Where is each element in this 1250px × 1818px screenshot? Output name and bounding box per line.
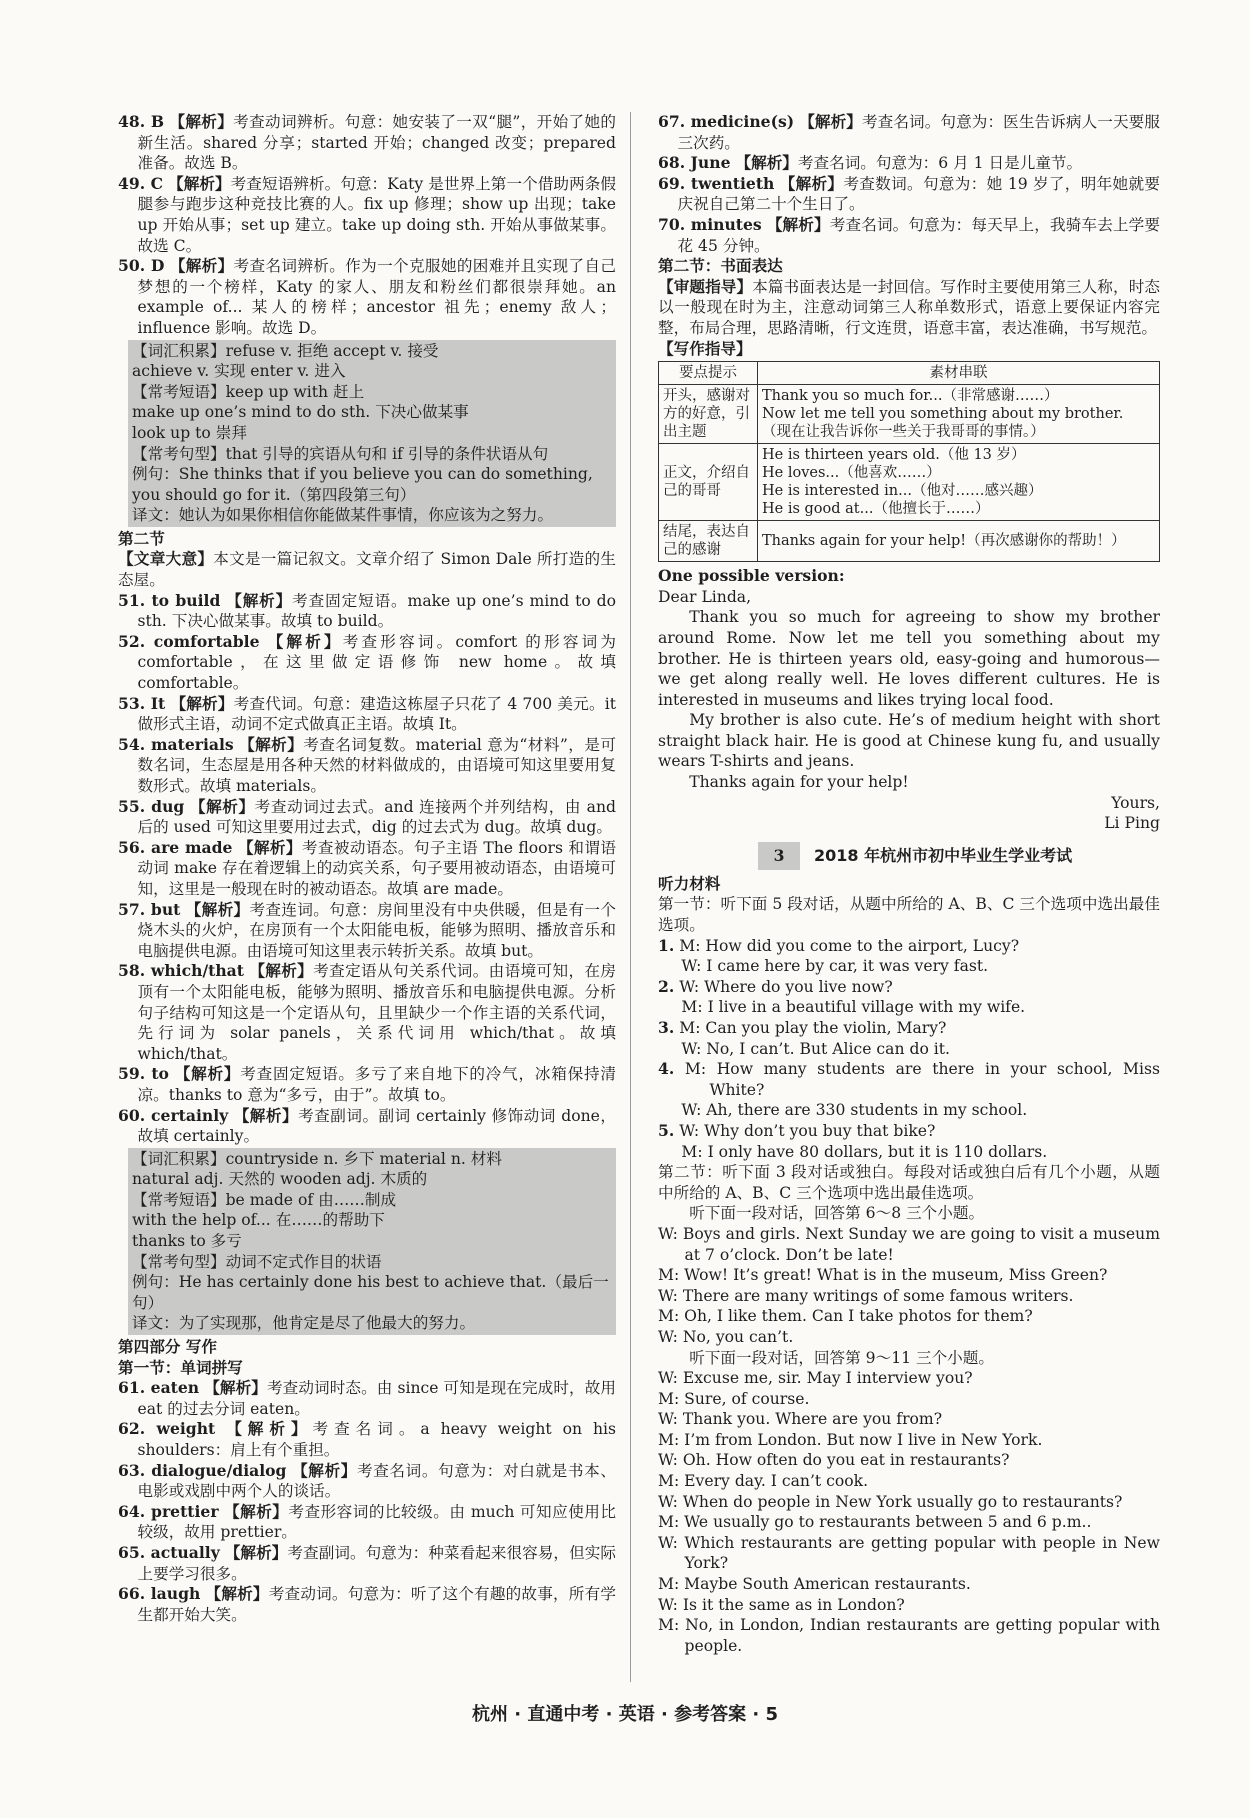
note-line: 【常考句型】动词不定式作目的状语 (132, 1252, 382, 1271)
table-cell-line: He is thirteen years old.（他 13 岁） (762, 447, 1026, 464)
answer-65: 65. actually 【解析】考查副词。句意为：种菜看起来很容易，但实际上要学习很多。 (118, 1542, 616, 1583)
dialogue-line: M: I only have 80 dollars, but it is 110 dollars. (681, 1142, 1048, 1161)
dialogue-line: W: Boys and girls. Next Sunday we are going to visit a museum at 7 o’clock. Don’t be late! (658, 1224, 1160, 1264)
section-heading: 第二节 (118, 528, 165, 548)
letter-paragraph: My brother is also cute. He’s of medium height with short straight black hair. He is good at Chinese kung fu, and usually wears T-shirts and jeans. (658, 711, 1160, 771)
note-line: thanks to 多亏 (132, 1232, 242, 1251)
answer-61: 61. eaten 【解析】考查动词时态。由 since 可知是现在完成时，故用 eat 的过去分词 eaten。 (118, 1378, 616, 1418)
note-line: with the help of... 在……的帮助下 (132, 1211, 385, 1230)
note-line: natural adj. 天然的 wooden adj. 木质的 (132, 1170, 428, 1189)
note-box-2 (128, 1148, 616, 1335)
version-label: One possible version: (658, 566, 845, 586)
letter-closing: Yours, (1111, 793, 1160, 812)
dialogue-line: M: Wow! It’s great! What is in the museum, Miss Green? (658, 1266, 1108, 1285)
answer-63: 63. dialogue/dialog 【解析】考查名词。句意为：对白就是书本、电影或戏剧中两个人的谈话。 (118, 1460, 616, 1501)
answer-53: 53. It 【解析】考查代词。句意：建造这栋屋子只花了 4 700 美元。it 做形式主语，动词不定式做真正主语。故填 It。 (118, 693, 616, 734)
note-line: 译文：为了实现那，他肯定是尽了他最大的努力。 (132, 1314, 476, 1333)
section-heading: 第一节：单词拼写 (118, 1357, 243, 1377)
table-cell-line: Thank you so much for...（非常感谢……） (762, 388, 1059, 405)
note-box-1 (128, 340, 616, 527)
dialogue-line: M: I’m from London. But now I live in New York. (658, 1430, 1043, 1449)
letter-greeting: Dear Linda, (658, 587, 752, 606)
letter-signature: Li Ping (1104, 814, 1160, 833)
answer-49: 49. C 【解析】考查短语辨析。句意：Katy 是世界上第一个借助两条假腿参与跑步这种竞技比赛的人。fix up 修理；show up 出现；take up 开始从事；set up 建立。take up doing sth. 开始从事做某事。故选 C。 (118, 173, 616, 255)
answer-55: 55. dug 【解析】考查动词过去式。and 连接两个并列结构，由 and 后的 used 可知这里要用过去式，dig 的过去式为 dug。故填 dug。 (118, 796, 616, 837)
page-footer: 杭州 · 直通中考 · 英语 · 参考答案 · 5 (471, 1704, 778, 1725)
note-line: achieve v. 实现 enter v. 进入 (132, 362, 346, 381)
column-divider (630, 112, 631, 1682)
dialogue-line: W: No, I can’t. But Alice can do it. (681, 1039, 950, 1058)
dialogue-line: W: Oh. How often do you eat in restaurants? (658, 1451, 1010, 1470)
answer-56: 56. are made 【解析】考查被动语态。句子主语 The floors 和谓语动词 make 存在着逻辑上的动宾关系，句子要用被动语态，由语境可知，这里是一般现在时的被动语态。故填 are made。 (118, 837, 616, 898)
listening-item-5: 5. W: Why don’t you buy that bike? M: I only have 80 dollars, but it is 110 dollars. (658, 1121, 1160, 1162)
dialogue-line: M: Maybe South American restaurants. (658, 1575, 971, 1594)
letter-paragraph: Thanks again for your help! (689, 773, 909, 792)
table-cell: 结尾，表达自己的感谢 (659, 521, 758, 562)
dialogue-intro: 听下面一段对话，回答第 6～8 三个小题。 (689, 1204, 985, 1223)
note-line: 【常考句型】that 引导的宾语从句和 if 引导的条件状语从句 (132, 444, 549, 463)
listening-item-3: 3. M: Can you play the violin, Mary? W: No, I can’t. But Alice can do it. (658, 1018, 1160, 1059)
note-line: look up to 崇拜 (132, 423, 247, 442)
table-cell-line: （现在让我告诉你一些关于我哥哥的事情。） (762, 424, 1045, 441)
part-heading: 第四部分 写作 (118, 1337, 217, 1357)
table-header: 要点提示 (659, 362, 758, 385)
dialogue-line: M: We usually go to restaurants between 5 and 6 p.m.. (658, 1513, 1092, 1532)
dialogue-line: W: Thank you. Where are you from? (658, 1410, 943, 1429)
listening-item-1: 1. M: How did you come to the airport, Lucy? W: I came here by car, it was very fast. (658, 936, 1160, 977)
exam-title (658, 842, 1160, 870)
dialogue-2 (658, 1368, 1160, 1656)
letter-paragraph: Thank you so much for agreeing to show my brother around Rome. Now let me tell you something about my brother. He is thirteen years old, easy-going and humorous—we get along really well. He loves different cultures. He is interested in museums and likes trying local food. (658, 608, 1160, 709)
dialogue-line: W: Ah, there are 330 students in my school. (681, 1101, 1028, 1120)
answer-66: 66. laugh 【解析】考查动词。句意为：听了这个有趣的故事，所有学生都开始大笑。 (118, 1584, 616, 1624)
table-row (659, 385, 1160, 444)
listening-item-2: 2. W: Where do you live now? M: I live in a beautiful village with my wife. (658, 977, 1160, 1018)
answer-54: 54. materials 【解析】考查名词复数。material 意为“材料”，是可数名词，生态屋是用各种天然的材料做成的，由语境可知这里要用复数形式。故填 materials。 (118, 734, 616, 795)
answer-60: 60. certainly 【解析】考查副词。副词 certainly 修饰动词 done，故填 certainly。 (118, 1105, 616, 1146)
dialogue-line: M: Every day. I can’t cook. (658, 1472, 869, 1491)
right-column (658, 112, 1160, 1656)
exam-number-badge: 3 (758, 842, 800, 870)
table-cell: 正文，介绍自己的哥哥 (659, 444, 758, 521)
dialogue-line: W: Is it the same as in London? (658, 1595, 905, 1614)
answer-70: 70. minutes 【解析】考查名词。句意为：每天早上，我骑车去上学要花 45 分钟。 (658, 214, 1160, 255)
writing-guide-heading: 【写作指导】 (658, 338, 752, 358)
answer-67: 67. medicine(s) 【解析】考查名词。句意为：医生告诉病人一天要服三次药。 (658, 112, 1160, 152)
table-cell-line: He is interested in...（他对……感兴趣） (762, 483, 1043, 500)
dialogue-line: W: No, you can’t. (658, 1327, 794, 1346)
listening-item-4: 4. M: How many students are there in your school, Miss White? W: Ah, there are 330 students in my school. (658, 1059, 1160, 1120)
note-line: 【词汇积累】refuse v. 拒绝 accept v. 接受 (132, 341, 439, 360)
dialogue-line: M: No, in London, Indian restaurants are getting popular with people. (658, 1616, 1160, 1655)
dialogue-line: W: There are many writings of some famous writers. (658, 1286, 1074, 1305)
answer-50: 50. D 【解析】考查名词辨析。作为一个克服她的困难并且实现了自己梦想的一个榜样，Katy 的家人、朋友和粉丝们都很崇拜她。an example of... 某人的榜样；ancestor 祖先；enemy 敌人；influence 影响。故选 D。 (118, 256, 616, 337)
table-header: 素材串联 (758, 362, 1160, 385)
dialogue-1 (658, 1224, 1160, 1348)
answer-59: 59. to 【解析】考查固定短语。多亏了来自地下的冷气，冰箱保持清凉。thanks to 意为“多亏，由于”。故填 to。 (118, 1064, 616, 1104)
dialogue-line: M: Sure, of course. (658, 1389, 810, 1408)
left-column (118, 112, 616, 1625)
answer-69: 69. twentieth 【解析】考查数词。句意为：她 19 岁了，明年她就要庆祝自己第二十个生日了。 (658, 173, 1160, 214)
dialogue-line: M: I live in a beautiful village with my wife. (681, 998, 1026, 1017)
listening-section-1: 第一节：听下面 5 段对话，从题中所给的 A、B、C 三个选项中选出最佳选项。 (658, 895, 1160, 935)
answer-52: 52. comfortable 【解析】考查形容词。comfort 的形容词为 comfortable，在这里做定语修饰 new home。故填 comfortable。 (118, 631, 616, 693)
article-gist: 【文章大意】本文是一篇记叙文。文章介绍了 Simon Dale 所打造的生态屋。 (118, 549, 616, 590)
dialogue-line: M: Oh, I like them. Can I take photos for them? (658, 1307, 1033, 1326)
dialogue-intro: 听下面一段对话，回答第 9～11 三个小题。 (689, 1348, 994, 1367)
note-line: 例句：He has certainly done his best to achieve that.（最后一句） (132, 1273, 609, 1312)
writing-guidance: 【审题指导】本篇书面表达是一封回信。写作时主要使用第三人称，时态以一般现在时为主，注意动词第三人称单数形式，语意上要保证内容完整，布局合理，思路清晰，行文连贯，语意丰富，表达准确，书写规范。 (658, 276, 1160, 337)
dialogue-line: W: Excuse me, sir. May I interview you? (658, 1369, 973, 1388)
table-cell-line: Now let me tell you something about my brother. (762, 406, 1124, 423)
section-heading: 第二节：书面表达 (658, 256, 783, 276)
answer-64: 64. prettier 【解析】考查形容词的比较级。由 much 可知应使用比较级，故用 prettier。 (118, 1501, 616, 1542)
dialogue-line: W: I came here by car, it was very fast. (681, 957, 989, 976)
note-line: make up one’s mind to do sth. 下决心做某事 (132, 403, 469, 422)
listening-heading: 听力材料 (658, 874, 721, 893)
note-line: 【词汇积累】countryside n. 乡下 material n. 材料 (132, 1149, 502, 1168)
table-cell (758, 385, 1160, 444)
table-row (659, 444, 1160, 521)
note-line: 【常考短语】keep up with 赶上 (132, 382, 365, 401)
exam-title-text: 2018 年杭州市初中毕业生学业考试 (814, 845, 1073, 865)
note-line: 译文：她认为如果你相信你能做某件事情，你应该为之努力。 (132, 506, 554, 525)
note-line: 例句：She thinks that if you believe you can do something, you should go for it.（第四段第三句） (132, 465, 593, 504)
table-cell: Thanks again for your help!（再次感谢你的帮助！） (758, 521, 1160, 562)
answer-51: 51. to build 【解析】考查固定短语。make up one’s mind to do sth. 下决心做某事。故填 to build。 (118, 590, 616, 631)
answer-62: 62. weight 【解析】考查名词。a heavy weight on his shoulders：肩上有个重担。 (118, 1419, 616, 1459)
answer-48: 48. B 【解析】考查动词辨析。句意：她安装了一双“腿”，开始了她的新生活。shared 分享；started 开始；changed 改变；prepared 准备。故选 B。 (118, 112, 616, 173)
dialogue-line: W: When do people in New York usually go to restaurants? (658, 1492, 1123, 1511)
note-line: 【常考短语】be made of 由……制成 (132, 1190, 397, 1209)
table-cell (758, 444, 1160, 521)
answer-57: 57. but 【解析】考查连词。句意：房间里没有中央供暖，但是有一个烧木头的火炉，在房顶有一个太阳能电板，能够为照明、播放音乐和电脑提供电源。由语境可知这里表示转折关系。故填 but。 (118, 899, 616, 960)
writing-guide-table (658, 361, 1160, 562)
table-cell-line: He loves...（他喜欢……） (762, 465, 941, 482)
listening-section-2: 第二节：听下面 3 段对话或独白。每段对话或独白后有几个小题，从题中所给的 A、B、C 三个选项中选出最佳选项。 (658, 1163, 1160, 1202)
table-row (659, 521, 1160, 562)
table-cell: 开头，感谢对方的好意，引出主题 (659, 385, 758, 444)
answer-58: 58. which/that 【解析】考查定语从句关系代词。由语境可知，在房顶有一个太阳能电板，能够为照明、播放音乐和电脑提供电源。分析句子结构可知这是一个定语从句，且里缺少一个作主语的关系代词，先行词为 solar panels，关系代词用 which/that。故填 which/that。 (118, 961, 616, 1063)
dialogue-line: W: Which restaurants are getting popular with people in New York? (658, 1533, 1160, 1573)
table-cell-line: He is good at...（他擅长于……） (762, 501, 990, 518)
answer-68: 68. June 【解析】考查名词。句意为：6 月 1 日是儿童节。 (658, 153, 1083, 173)
